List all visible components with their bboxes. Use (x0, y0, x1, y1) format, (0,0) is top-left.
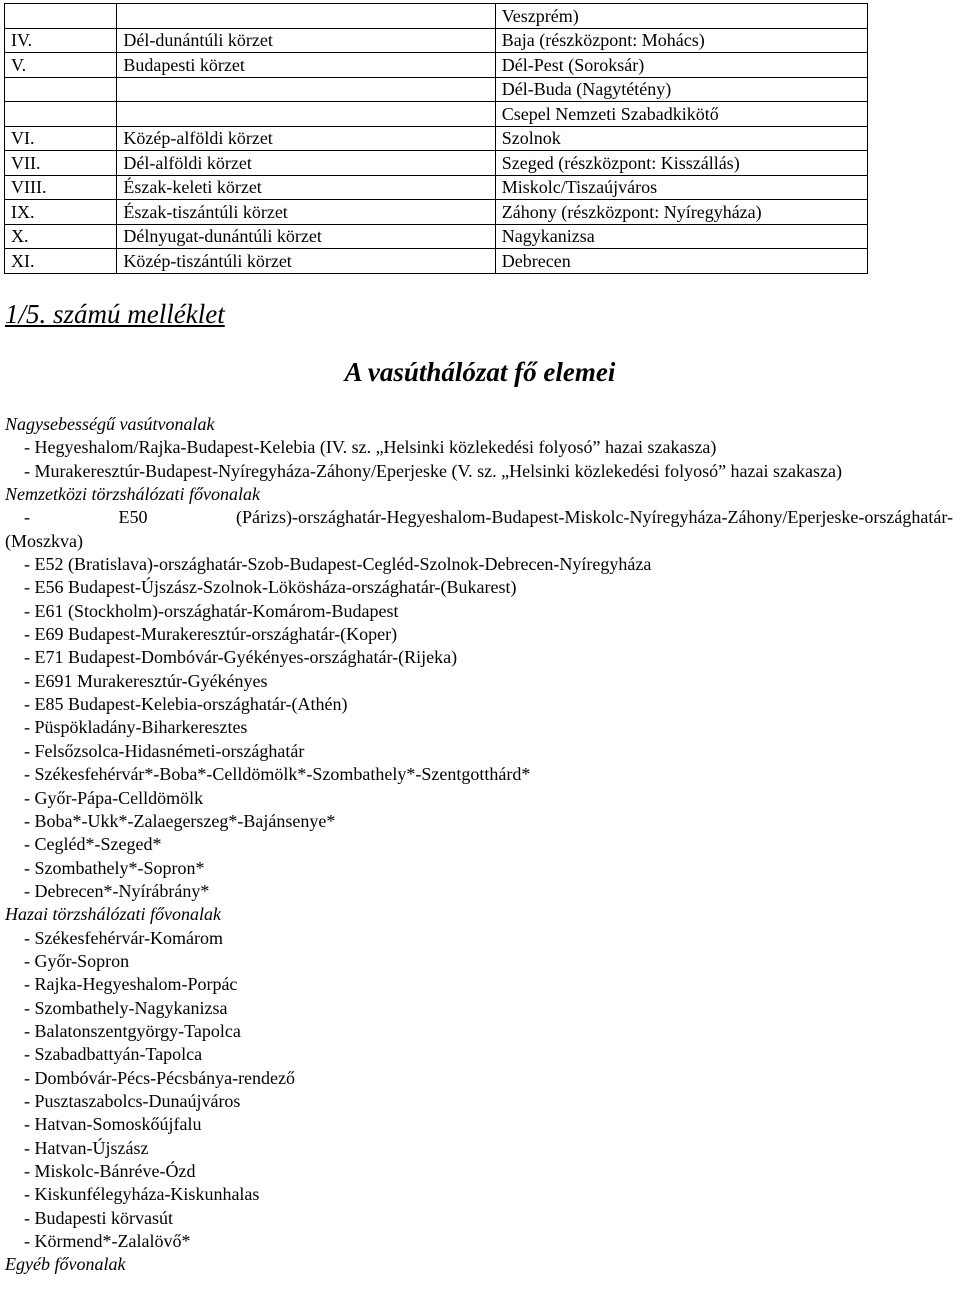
list-item: - E691 Murakeresztúr-Gyékényes (24, 670, 268, 691)
list-item: - Rajka-Hegyeshalom-Porpác (24, 974, 238, 995)
list-item: - Székesfehérvár-Komárom (24, 927, 224, 948)
table-cell-number: IX. (5, 200, 117, 225)
list-item: - E61 (Stockholm)-országhatár-Komárom-Budapest (24, 600, 399, 621)
section-heading-highspeed: Nagysebességű vasútvonalak (5, 414, 215, 434)
e50-code: E50 (118, 507, 148, 528)
table-cell-center: Dél-Pest (Soroksár) (495, 53, 867, 78)
list-item: - Boba*-Ukk*-Zalaegerszeg*-Bajánsenye* (24, 810, 336, 831)
table-cell-center: Miskolc/Tiszaújváros (495, 175, 867, 200)
table-cell-region: Délnyugat-dunántúli körzet (117, 224, 495, 249)
list-item: - Miskolc-Bánréve-Ózd (24, 1161, 196, 1181)
table-row (5, 249, 868, 274)
table-cell-region (117, 102, 495, 127)
annex-label: 1/5. számú melléklet (5, 299, 225, 329)
list-item: - Székesfehérvár*-Boba*-Celldömölk*-Szombathely*-Szentgotthárd* (24, 764, 531, 785)
list-item: - E69 Budapest-Murakeresztúr-országhatár-(Koper) (24, 624, 398, 645)
table-cell-center: Baja (részközpont: Mohács) (495, 28, 867, 53)
list-item: - Győr-Sopron (24, 950, 130, 971)
table-row (5, 4, 868, 29)
list-item: - Pusztaszabolcs-Dunaújváros (24, 1090, 241, 1111)
list-item: - Püspökladány-Biharkeresztes (24, 717, 248, 738)
table-cell-number: VII. (5, 151, 117, 176)
table-row (5, 102, 868, 127)
list-item: - Dombóvár-Pécs-Pécsbánya-rendező (24, 1067, 296, 1088)
list-item: - Szombathely-Nagykanizsa (24, 997, 228, 1018)
table-row (5, 28, 868, 53)
table-cell-number (5, 102, 117, 127)
table-cell-number: VI. (5, 126, 117, 151)
table-row (5, 200, 868, 225)
table-cell-region: Észak-keleti körzet (117, 175, 495, 200)
section-highspeed (5, 413, 955, 483)
table-cell-center: Nagykanizsa (495, 224, 867, 249)
table-cell-region: Dél-alföldi körzet (117, 151, 495, 176)
list-item: - Balatonszentgyörgy-Tapolca (24, 1020, 241, 1041)
section-other (5, 1253, 955, 1276)
table-row (5, 77, 868, 102)
list-item: - Szabadbattyán-Tapolca (24, 1044, 203, 1065)
table-cell-region (117, 4, 495, 29)
section-heading-other: Egyéb fővonalak (5, 1254, 126, 1275)
list-item: - Körmend*-Zalalövő* (24, 1231, 191, 1252)
table-row (5, 224, 868, 249)
list-item-e50 (24, 506, 953, 529)
list-item: - Kiskunfélegyháza-Kiskunhalas (24, 1184, 260, 1205)
list-item: - Budapesti körvasút (24, 1207, 173, 1228)
document-body (5, 413, 955, 1277)
section-domestic (5, 903, 955, 1253)
table-cell-number: VIII. (5, 175, 117, 200)
highspeed-list (5, 436, 955, 483)
table-cell-region (117, 77, 495, 102)
section-heading-international: Nemzetközi törzshálózati fővonalak (5, 484, 260, 505)
table-cell-number: X. (5, 224, 117, 249)
table-row (5, 126, 868, 151)
list-item: - Szombathely*-Sopron* (24, 857, 205, 878)
table-cell-center: Csepel Nemzeti Szabadkikötő (495, 102, 867, 127)
list-item: - Felsőzsolca-Hidasnémeti-országhatár (24, 740, 305, 761)
e50-dash: - (24, 507, 30, 528)
list-item: - Cegléd*-Szeged* (24, 834, 162, 855)
table-cell-center: Szeged (részközpont: Kisszállás) (495, 151, 867, 176)
table-cell-region: Budapesti körzet (117, 53, 495, 78)
domestic-list (5, 927, 955, 1254)
table-cell-number: V. (5, 53, 117, 78)
table-row (5, 175, 868, 200)
regional-centers-table (4, 3, 868, 274)
table-cell-center: Záhony (részközpont: Nyíregyháza) (495, 200, 867, 225)
table-cell-center: Debrecen (495, 249, 867, 274)
list-item: - Győr-Pápa-Celldömölk (24, 787, 204, 808)
list-item: - E71 Budapest-Dombóvár-Gyékényes-országhatár-(Rijeka) (24, 647, 458, 668)
table-row (5, 151, 868, 176)
table-cell-number (5, 77, 117, 102)
e50-route: (Párizs)-országhatár-Hegyeshalom-Budapest-Miskolc-Nyíregyháza-Záhony/Eperjeske-országhatár- (236, 507, 953, 528)
table-cell-center: Veszprém) (495, 4, 867, 29)
international-list (5, 553, 955, 903)
section-international (5, 483, 955, 903)
table-cell-region: Dél-dunántúli körzet (117, 28, 495, 53)
table-cell-number: XI. (5, 249, 117, 274)
list-item: - E85 Budapest-Kelebia-országhatár-(Athén) (24, 694, 348, 715)
table-cell-region: Közép-tiszántúli körzet (117, 249, 495, 274)
list-item: - E56 Budapest-Újszász-Szolnok-Lökösháza-országhatár-(Bukarest) (24, 577, 517, 598)
page-title: A vasúthálózat fő elemei (344, 357, 616, 387)
section-heading-domestic: Hazai törzshálózati fővonalak (5, 904, 222, 925)
table-cell-center: Dél-Buda (Nagytétény) (495, 77, 867, 102)
table-cell-center: Szolnok (495, 126, 867, 151)
list-item: - Debrecen*-Nyírábrány* (24, 880, 210, 901)
list-item-e50-continuation: (Moszkva) (5, 530, 83, 551)
table-body (5, 4, 868, 274)
list-item: - Hegyeshalom/Rajka-Budapest-Kelebia (IV. sz. „Helsinki közlekedési folyosó” hazai szakasza) (24, 437, 717, 458)
list-item: - E52 (Bratislava)-országhatár-Szob-Budapest-Cegléd-Szolnok-Debrecen-Nyíregyháza (24, 554, 652, 575)
list-item: - Murakeresztúr-Budapest-Nyíregyháza-Záhony/Eperjeske (V. sz. „Helsinki közlekedési folyosó” hazai szakasza) (24, 460, 842, 481)
table-cell-region: Észak-tiszántúli körzet (117, 200, 495, 225)
list-item: - Hatvan-Újszász (24, 1137, 149, 1158)
table-cell-number: IV. (5, 28, 117, 53)
table-row (5, 53, 868, 78)
table-cell-number (5, 4, 117, 29)
table-cell-region: Közép-alföldi körzet (117, 126, 495, 151)
list-item: - Hatvan-Somoskőújfalu (24, 1114, 202, 1135)
